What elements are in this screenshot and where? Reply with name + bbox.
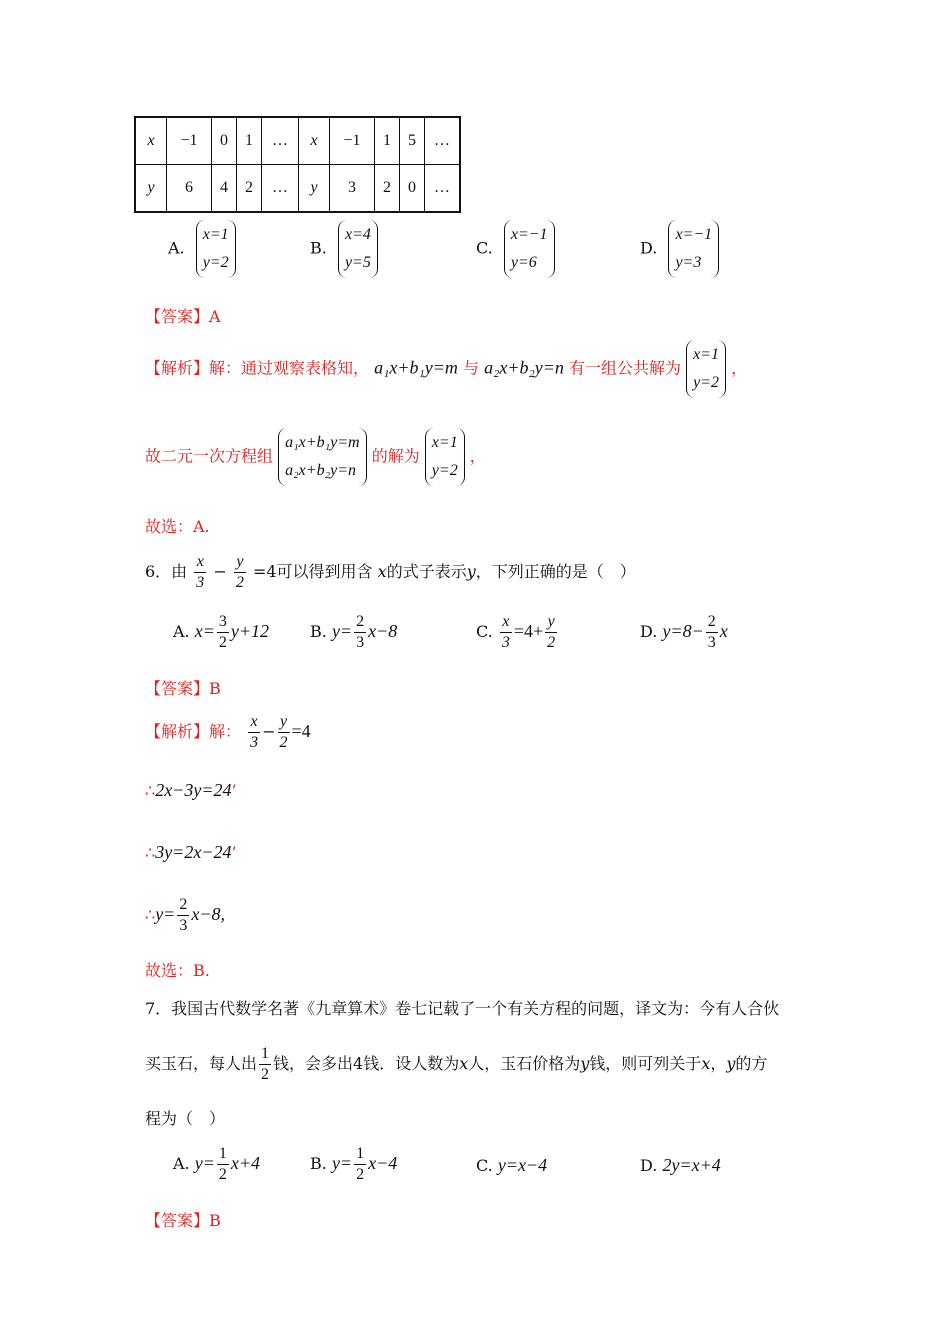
equation: a₁x+b₁y=m [374,357,458,378]
option-b [310,220,378,278]
system-line: x=1 [202,226,229,243]
system-line: x=4 [344,226,371,243]
q5-analysis-line2 [145,428,486,486]
table-cell: 5 [400,117,425,165]
option-label: A. [168,238,185,258]
fraction: $\frac{2}{3}$ [707,613,716,651]
system-line: a₂x+b₂y=n [285,462,357,479]
table-cell: x [299,117,330,165]
option-label: B. [310,238,327,258]
question-text: 6．由 [145,562,188,581]
option-b: B. y= $\frac{2}{3}$ x−8 [310,613,398,651]
q6-answer: 【答案】B [145,679,221,698]
q6-step3: ∴y= $\frac{2}{3}$ x−8, [145,896,225,934]
q7-line2: 买玉石，每人出 $\frac{1}{2}$ 钱，会多出4钱．设人数为x人，玉石价格为y钱，则可列关于x，y的方 [145,1045,768,1083]
fraction: $\frac{x}{3}$ [501,613,510,651]
q6-analysis: 【解析】解： $\frac{x}{3}$ − $\frac{y}{2}$ =4 [145,713,311,751]
table-cell: … [425,165,461,213]
fraction: $\frac{y}{2}$ [279,713,288,751]
solution-system [425,428,465,486]
option-d: D. y=8− $\frac{2}{3}$ x [640,613,728,651]
solution-system [338,220,378,278]
fraction: $\frac{1}{2}$ [218,1145,227,1183]
option-c [476,220,555,278]
option-d: D. 2y=x+4 [640,1155,721,1175]
q5-choose: 故选：A. [145,517,210,536]
table-cell: 2 [237,165,262,213]
fraction: $\frac{y}{2}$ [547,613,556,651]
question-text: 的式子表示 [386,562,467,581]
table-cell: 1 [375,117,400,165]
solution-system [196,220,236,278]
option-c: C. y=x−4 [476,1155,548,1175]
analysis-text: 的解为 [371,446,420,466]
table-cell: 2 [375,165,400,213]
option-d [640,220,719,278]
q5-answer: 【答案】A [145,307,221,326]
option-label: D. [640,238,658,258]
q7-line3: 程为（ ） [145,1109,226,1128]
analysis-text: 与 [463,358,480,378]
system-line: x=−1 [675,226,713,243]
q7-answer: 【答案】B [145,1211,221,1230]
option-a [168,220,236,278]
table-cell: 6 [167,165,212,213]
q6-step1: ∴2x−3y=24’ [145,780,237,800]
system-line: y=3 [675,254,702,271]
question-text: =4可以得到用含 [252,562,373,581]
fraction: $\frac{x}{3}$ [250,713,259,751]
table-cell: … [262,165,299,213]
q6-step2: ∴3y=2x−24’ [145,842,237,862]
system-line: x=1 [431,434,458,451]
table-cell: y [299,165,330,213]
system-line: a₁x+b₁y=m [285,434,360,451]
analysis-text: ， [731,358,748,378]
table-cell: x [135,117,167,165]
analysis-text: 【解析】解：通过观察表格知， [145,358,370,378]
system-line: x=1 [693,346,720,363]
analysis-text: ， [469,446,486,466]
q6-choose: 故选：B. [145,961,210,980]
table-row [135,117,460,165]
system-line: y=6 [510,254,537,271]
table-cell: 3 [330,165,375,213]
solution-system [668,220,719,278]
equation-system [278,428,366,486]
fraction: $\frac{2}{3}$ [179,896,188,934]
table-cell: 0 [212,117,237,165]
solution-system [686,340,726,398]
table-cell: … [262,117,299,165]
question-text: ，下列正确的是（ ） [475,562,636,581]
table-row [135,165,460,213]
equation: a₂x+b₂y=n [484,357,564,378]
system-line: x=−1 [510,226,548,243]
q7-line1: 7．我国古代数学名著《九章算术》卷七记载了一个有关方程的问题，译文为：今有人合伙 [145,999,780,1018]
q6-question: 6．由 $\frac{x}{3}$ − $\frac{y}{2}$ =4可以得到用含 x的式子表示y，下列正确的是（ ） [145,553,636,591]
fraction: $\frac{1}{2}$ [261,1045,270,1083]
system-line: y=5 [344,254,371,271]
system-line: y=2 [202,254,229,271]
table-cell: 1 [237,117,262,165]
solution-system [504,220,555,278]
fraction: $\frac{2}{3}$ [356,613,365,651]
table-cell: 0 [400,165,425,213]
fraction: $\frac{y}{2}$ [235,553,244,591]
option-b: B. y= $\frac{1}{2}$ x−4 [310,1145,398,1183]
table-cell: 4 [212,165,237,213]
table-cell: −1 [330,117,375,165]
system-line: y=2 [693,374,720,391]
analysis-text: 有一组公共解为 [569,358,682,378]
system-line: y=2 [431,462,458,479]
option-a: A. x= $\frac{3}{2}$ y+12 [173,613,270,651]
table-cell: … [425,117,461,165]
table-cell: y [135,165,167,213]
fraction: $\frac{1}{2}$ [356,1145,365,1183]
option-label: C. [476,238,493,258]
q5-analysis-line1 [145,340,747,398]
table-cell: −1 [167,117,212,165]
analysis-text: 故二元一次方程组 [145,446,274,466]
option-a: A. y= $\frac{1}{2}$ x+4 [173,1145,261,1183]
fraction: $\frac{x}{3}$ [196,553,205,591]
fraction: $\frac{3}{2}$ [218,613,227,651]
option-c: C. $\frac{x}{3}$ =4+ $\frac{y}{2}$ [476,613,556,651]
value-table [134,116,461,213]
